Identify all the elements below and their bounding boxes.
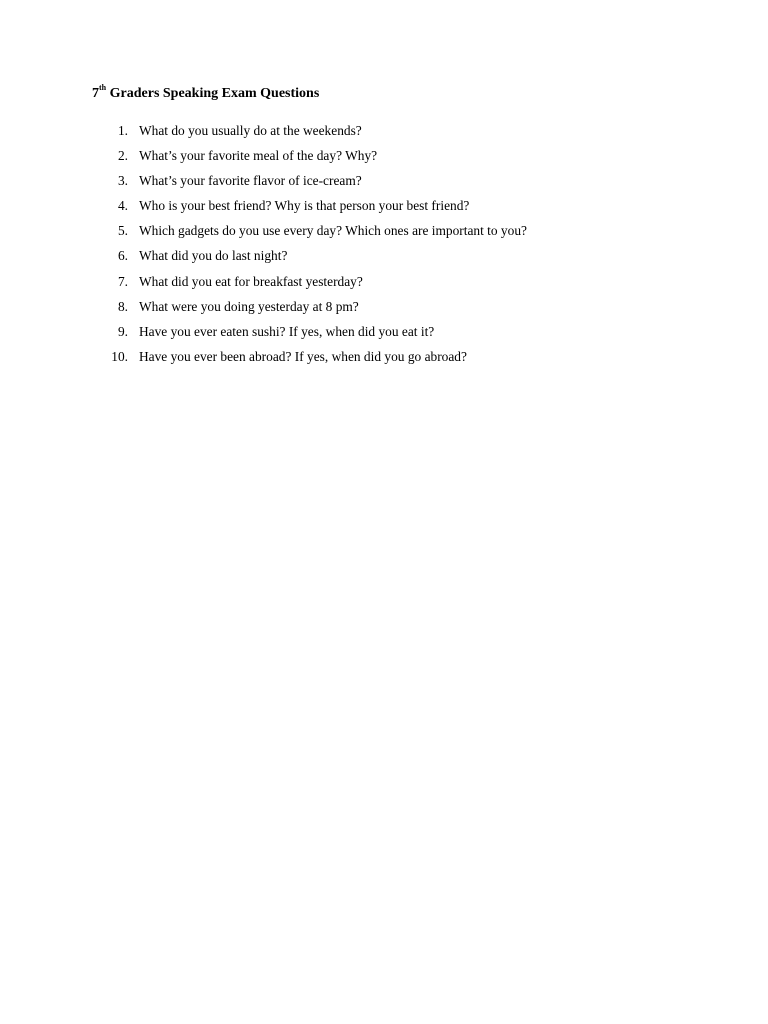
- question-number: 1.: [117, 123, 128, 138]
- question-text: Have you ever been abroad? If yes, when did you go abroad?: [139, 348, 467, 364]
- title-superscript: th: [99, 83, 107, 93]
- title-grade-number: 7: [92, 86, 99, 101]
- title-text: Graders Speaking Exam Questions: [106, 86, 320, 101]
- question-number: 4.: [117, 198, 128, 214]
- question-number: 5.: [117, 223, 128, 239]
- question-text: Who is your best friend? Why is that person your best friend?: [139, 198, 470, 214]
- page-title: [92, 85, 319, 103]
- question-text: Which gadgets do you use every day? Which ones are important to you?: [139, 223, 527, 239]
- question-number: 3.: [117, 173, 128, 189]
- question-number: 2.: [117, 148, 128, 164]
- question-text: What’s your favorite meal of the day? Why?: [139, 148, 378, 164]
- question-text: What’s your favorite flavor of ice-cream?: [139, 173, 362, 189]
- question-text: What were you doing yesterday at 8 pm?: [139, 298, 359, 314]
- question-number: 7.: [117, 273, 128, 289]
- question-number: 6.: [117, 248, 128, 264]
- question-number: 8.: [117, 298, 128, 314]
- question-text: Have you ever eaten sushi? If yes, when did you eat it?: [139, 323, 435, 339]
- question-text: What did you eat for breakfast yesterday?: [139, 273, 363, 289]
- question-text: What did you do last night?: [139, 248, 288, 264]
- question-number: 9.: [117, 323, 128, 339]
- question-number: 10.: [111, 348, 128, 364]
- question-text: What do you usually do at the weekends?: [139, 123, 362, 138]
